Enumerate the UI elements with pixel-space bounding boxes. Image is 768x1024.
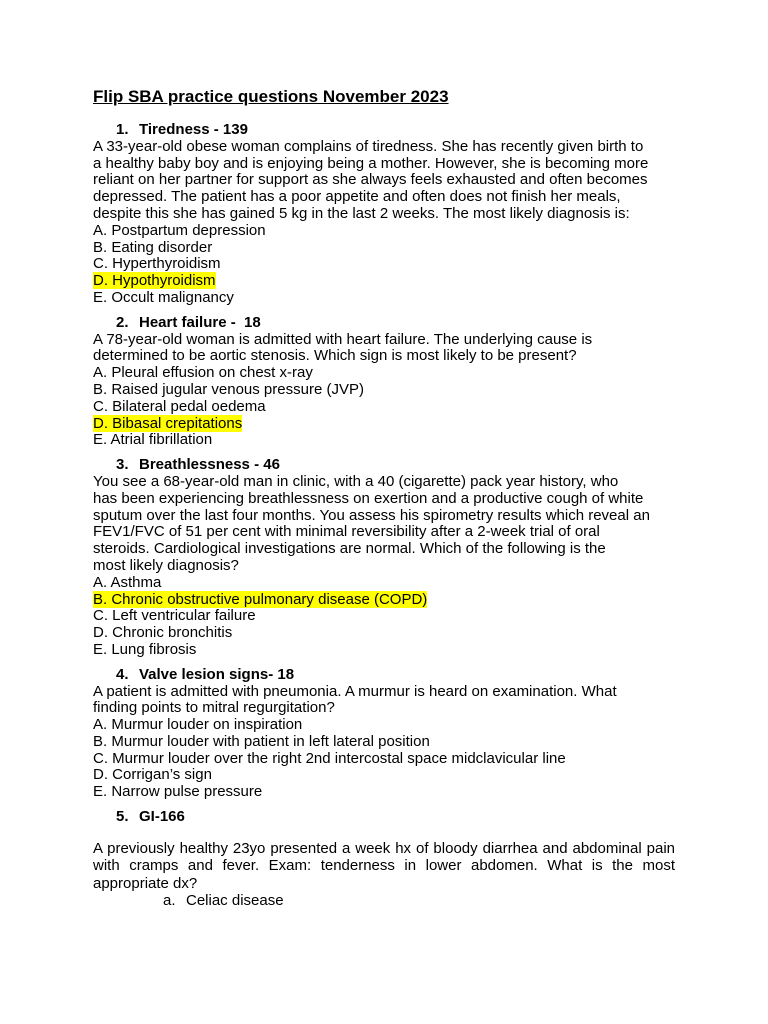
question-number: 1. — [116, 121, 129, 138]
stem-line: has been experiencing breathlessness on exertion and a productive cough of white — [93, 489, 644, 507]
stem-line: steroids. Cardiological investigations are normal. Which of the following is the — [93, 540, 606, 558]
document-title: Flip SBA practice questions November 2023 — [93, 87, 449, 106]
answer-option-a — [93, 892, 675, 910]
highlighted-answer: D. Hypothyroidism — [93, 272, 216, 290]
option-text: Celiac disease — [186, 892, 284, 910]
stem-line: sputum over the last four months. You assess his spirometry results which reveal an — [93, 506, 650, 524]
question-number: 4. — [116, 665, 129, 683]
question-heading — [93, 315, 675, 332]
question-stem — [93, 139, 675, 223]
question-stem: A previously healthy 23yo presented a week hx of bloody diarrhea and abdominal pain with cramps and fever. Exam: tenderness in lower abdomen. What is the most appropriate dx? — [93, 839, 675, 892]
question-number: 2. — [116, 313, 129, 331]
question-number: 5. — [116, 808, 129, 826]
answer-option-e: E. Occult malignancy — [93, 288, 234, 306]
question-stem — [93, 684, 675, 718]
highlighted-answer: B. Chronic obstructive pulmonary disease (COPD) — [93, 590, 428, 608]
question-stem — [93, 474, 675, 575]
answer-options — [93, 365, 675, 449]
answer-option-c: C. Bilateral pedal oedema — [93, 397, 266, 415]
answer-option-d — [93, 416, 675, 433]
answer-options — [93, 223, 675, 307]
stem-line: most likely diagnosis? — [93, 556, 239, 574]
stem-line: reliant on her partner for support as she always feels exhausted and often becomes — [93, 171, 648, 189]
stem-line: depressed. The patient has a poor appetite and often does not finish her meals, — [93, 188, 621, 206]
question-stem — [93, 332, 675, 366]
question-3 — [93, 457, 675, 659]
answer-option-b: B. Eating disorder — [93, 238, 213, 256]
answer-option-d: D. Corrigan’s sign — [93, 766, 212, 784]
answer-option-a: A. Postpartum depression — [93, 221, 266, 239]
highlighted-answer: D. Bibasal crepitations — [93, 414, 243, 432]
stem-line: A 78-year-old woman is admitted with heart failure. The underlying cause is — [93, 330, 593, 348]
stem-line: finding points to mitral regurgitation? — [93, 699, 335, 717]
question-2 — [93, 315, 675, 449]
stem-line: despite this she has gained 5 kg in the last 2 weeks. The most likely diagnosis is: — [93, 204, 630, 222]
answer-option-e: E. Lung fibrosis — [93, 640, 197, 658]
answer-option-e: E. Atrial fibrillation — [93, 431, 213, 449]
answer-option-c: C. Left ventricular failure — [93, 607, 256, 625]
answer-option-c: C. Hyperthyroidism — [93, 255, 221, 273]
question-4 — [93, 667, 675, 801]
question-heading — [93, 667, 675, 684]
answer-option-a: A. Asthma — [93, 573, 162, 591]
document-page — [93, 86, 675, 918]
question-heading — [93, 457, 675, 474]
answer-option-c: C. Murmur louder over the right 2nd intercostal space midclavicular line — [93, 749, 566, 767]
stem-line: FEV1/FVC of 51 per cent with minimal reversibility after a 2-week trial of oral — [93, 523, 600, 541]
answer-option-b: B. Murmur louder with patient in left lateral position — [93, 732, 430, 750]
question-title: Breathlessness - 46 — [139, 456, 280, 474]
question-title: Heart failure - 18 — [139, 313, 261, 331]
question-5 — [93, 809, 675, 910]
answer-options — [93, 892, 675, 910]
option-letter: a. — [163, 892, 176, 910]
answer-options — [93, 717, 675, 801]
stem-line: You see a 68-year-old man in clinic, with a 40 (cigarette) pack year history, who — [93, 472, 619, 490]
question-number: 3. — [116, 456, 129, 474]
question-heading — [93, 122, 675, 139]
question-heading — [93, 809, 675, 826]
answer-option-b: B. Raised jugular venous pressure (JVP) — [93, 380, 364, 398]
answer-option-e: E. Narrow pulse pressure — [93, 783, 263, 801]
answer-option-a: A. Pleural effusion on chest x-ray — [93, 364, 313, 382]
question-title: GI-166 — [139, 808, 185, 826]
answer-option-d: D. Chronic bronchitis — [93, 624, 233, 642]
question-title: Valve lesion signs- 18 — [139, 665, 295, 683]
answer-option-a: A. Murmur louder on inspiration — [93, 716, 303, 734]
question-title: Tiredness - 139 — [139, 121, 248, 138]
answer-options — [93, 575, 675, 659]
stem-line: a healthy baby boy and is enjoying being a mother. However, she is becoming more — [93, 154, 649, 172]
answer-option-b — [93, 592, 675, 609]
stem-line: A 33-year-old obese woman complains of tiredness. She has recently given birth to — [93, 137, 644, 155]
answer-option-d — [93, 273, 675, 290]
stem-line: determined to be aortic stenosis. Which sign is most likely to be present? — [93, 347, 577, 365]
stem-line: A patient is admitted with pneumonia. A murmur is heard on examination. What — [93, 682, 617, 700]
question-1 — [93, 122, 675, 307]
